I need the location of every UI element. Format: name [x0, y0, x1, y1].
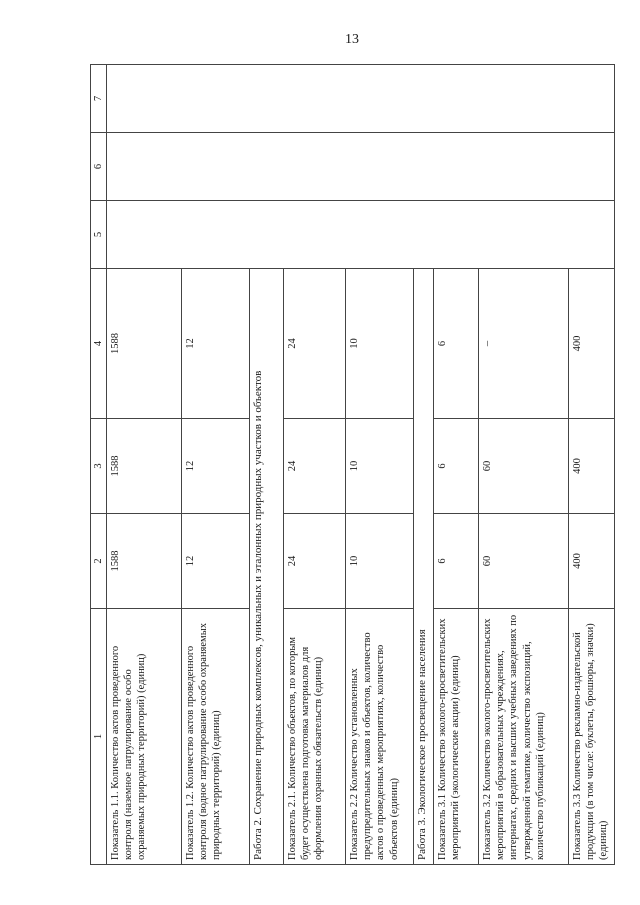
indicator-description: Показатель 1.1. Количество актов проведенного контроля (наземное патрулирование особо охраняемых природных территорий) (единиц) — [107, 609, 182, 865]
indicator-description: Показатель 2.1. Количество объектов, по которым будет осуществлена подготовка материалов для оформления охранных обязательств (единиц) — [284, 609, 346, 865]
value-cell: 12 — [182, 419, 250, 514]
value-cell: 400 — [569, 514, 615, 609]
value-cell: 12 — [182, 269, 250, 419]
value-cell: 24 — [284, 514, 346, 609]
value-cell: 6 — [434, 419, 479, 514]
table-row — [107, 65, 182, 865]
value-cell: 1588 — [107, 514, 182, 609]
header-cell: 2 — [91, 514, 107, 609]
value-cell: 10 — [346, 269, 414, 419]
rotated-table-container — [90, 65, 610, 865]
value-cell: – — [479, 269, 569, 419]
value-cell: 400 — [569, 419, 615, 514]
header-cell: 5 — [91, 201, 107, 269]
header-cell: 6 — [91, 133, 107, 201]
value-cell: 1588 — [107, 419, 182, 514]
value-cell: 400 — [569, 269, 615, 419]
value-cell: 24 — [284, 269, 346, 419]
empty-column-cell — [107, 65, 615, 133]
indicators-table — [90, 64, 615, 865]
value-cell: 10 — [346, 419, 414, 514]
indicator-description: Показатель 2.2 Количество установленных предупредительных знаков и объектов, количество актов о проведенных мероприятиях, количество объектов (единиц) — [346, 609, 414, 865]
value-cell: 1588 — [107, 269, 182, 419]
section-title: Работа 2. Сохранение природных комплексов, уникальных и эталонных природных участков и объектов — [250, 269, 284, 865]
value-cell: 6 — [434, 269, 479, 419]
value-cell: 6 — [434, 514, 479, 609]
header-cell: 3 — [91, 419, 107, 514]
value-cell: 24 — [284, 419, 346, 514]
value-cell: 60 — [479, 419, 569, 514]
header-cell: 7 — [91, 65, 107, 133]
header-cell: 1 — [91, 609, 107, 865]
page-number: 13 — [345, 32, 359, 47]
indicator-description: Показатель 1.2. Количество актов проведенного контроля (водное патрулирование особо охраняемых природных территорий) (единиц) — [182, 609, 250, 865]
indicator-description: Показатель 3.1 Количество эколого-просветительских мероприятий (экологические акции) (единиц) — [434, 609, 479, 865]
header-cell: 4 — [91, 269, 107, 419]
section-title: Работа 3. Экологическое просвещение населения — [414, 269, 434, 865]
indicator-description: Показатель 3.3 Количество рекламно-издательской продукции (в том числе: буклеты, брошюры, значки) (единиц) — [569, 609, 615, 865]
table-header-row — [91, 65, 107, 865]
empty-column-cell — [107, 133, 615, 201]
empty-column-cell — [107, 201, 615, 269]
value-cell: 12 — [182, 514, 250, 609]
indicator-description: Показатель 3.2 Количество эколого-просветительских мероприятий в образовательных учреждениях, интернатах, средних и высших учебных заведениях по утвержденной тематике, количество экспозиций, количество публикаций (единиц) — [479, 609, 569, 865]
value-cell: 60 — [479, 514, 569, 609]
value-cell: 10 — [346, 514, 414, 609]
